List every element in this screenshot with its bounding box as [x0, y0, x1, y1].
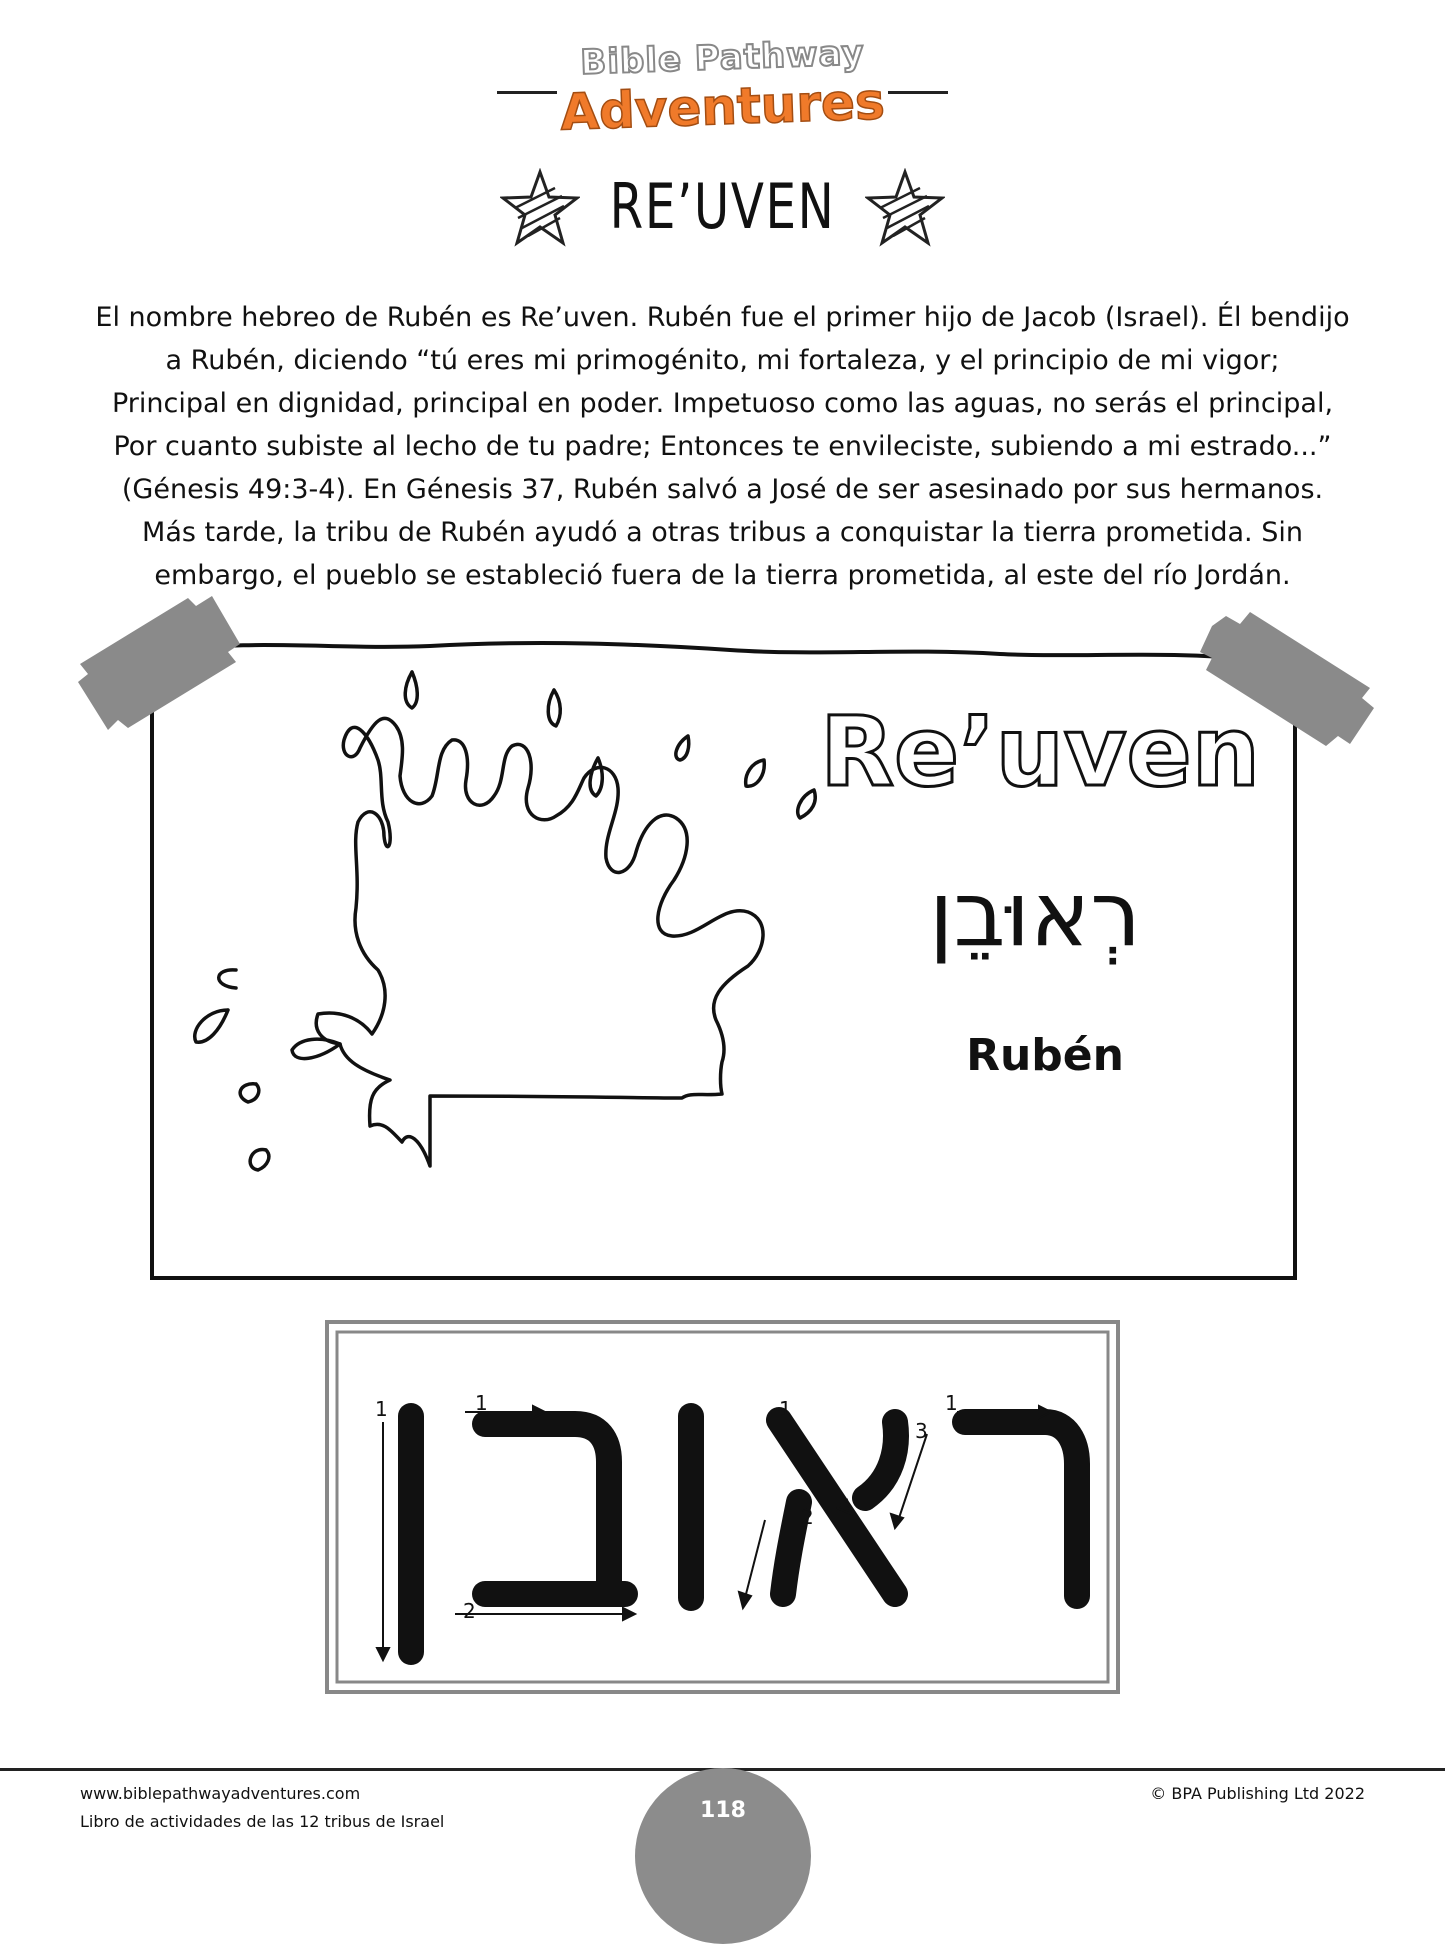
footer-book-title: Libro de actividades de las 12 tribus de Israel — [80, 1812, 445, 1831]
page-title: RE’UVEN — [609, 170, 836, 243]
logo-rule-left — [497, 91, 557, 94]
intro-paragraph — [80, 296, 1365, 597]
stroke-number: 2 — [801, 1505, 814, 1529]
stroke-number: 2 — [463, 1599, 476, 1623]
outline-name-text: Re’uven — [820, 697, 1260, 802]
intro-line: El nombre hebreo de Rubén es Re’uven. Rubén fue el primer hijo de Jacob (Israel). Él bendijo — [95, 302, 1350, 333]
card-outline-name — [805, 697, 1275, 802]
brand-logo — [500, 33, 945, 148]
letter-tracing-panel — [325, 1320, 1120, 1694]
logo-top-text: Bible Pathway — [579, 33, 866, 83]
card-spanish-name: Rubén — [966, 1030, 1124, 1081]
name-card — [0, 590, 1445, 1290]
intro-line: embargo, el pueblo se estableció fuera de la tierra prometida, al este del río Jordán. — [154, 560, 1291, 591]
intro-line: Más tarde, la tribu de Rubén ayudó a otras tribus a conquistar la tierra prometida. Sin — [142, 517, 1303, 548]
footer-left — [80, 1780, 444, 1836]
logo-rule-right — [888, 91, 948, 94]
logo-bottom-text: Adventures — [559, 72, 886, 142]
stroke-number: 1 — [779, 1397, 792, 1421]
card-hebrew-name: רְאוּבֵן — [928, 862, 1142, 967]
stroke-number: 1 — [945, 1391, 958, 1415]
intro-line: a Rubén, diciendo “tú eres mi primogénito, mi fortaleza, y el principio de mi vigor; — [165, 345, 1280, 376]
intro-line: Principal en dignidad, principal en poder. Impetuoso como las aguas, no serás el principal, — [111, 388, 1334, 419]
intro-line: (Génesis 49:3-4). En Génesis 37, Rubén salvó a José de ser asesinado por sus hermanos. — [121, 474, 1324, 505]
stroke-number: 1 — [375, 1397, 388, 1421]
page-number: 118 — [700, 1798, 746, 1823]
intro-line: Por cuanto subiste al lecho de tu padre; Entonces te envileciste, subiendo a mi estrado...” — [113, 431, 1332, 462]
page-number-badge — [635, 1768, 811, 1944]
star-icon-right — [865, 168, 945, 248]
stroke-number: 3 — [915, 1419, 928, 1443]
footer-website-link[interactable]: www.biblepathwayadventures.com — [80, 1784, 361, 1803]
footer-copyright: © BPA Publishing Ltd 2022 — [1150, 1784, 1365, 1803]
star-icon-left — [500, 168, 580, 248]
stroke-number: 1 — [475, 1391, 488, 1415]
